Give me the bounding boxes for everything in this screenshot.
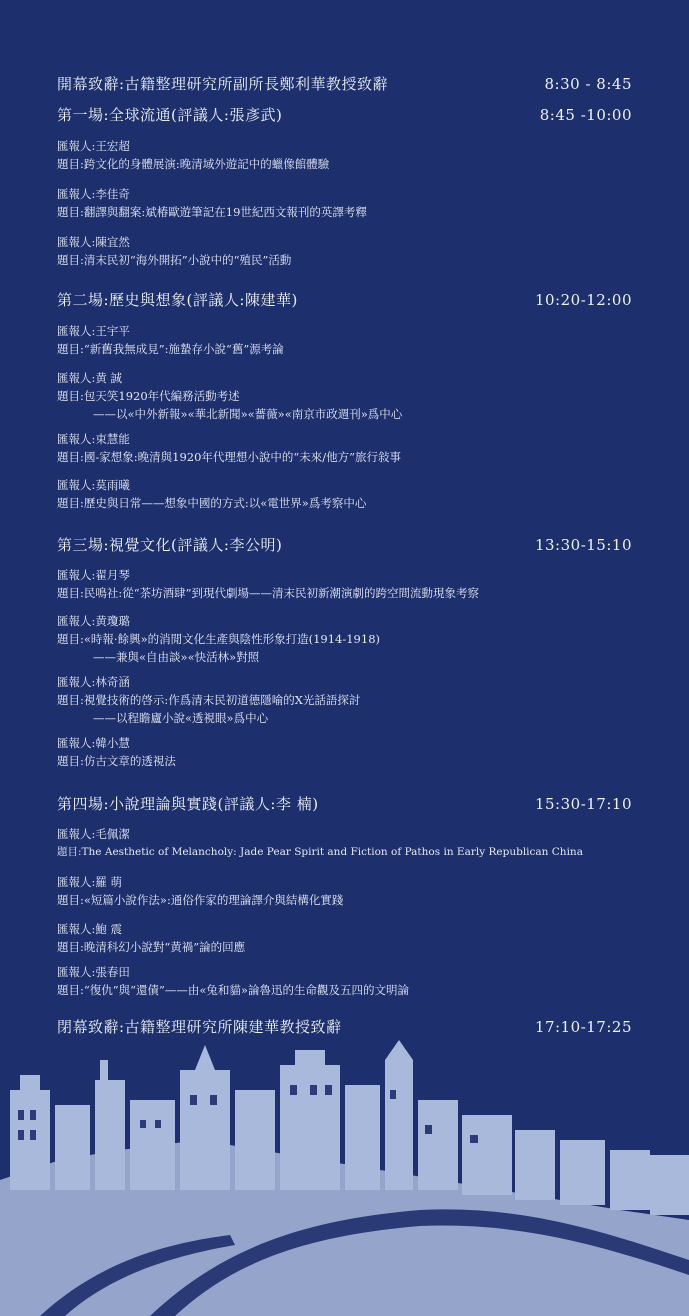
session-title: 第二場:歷史與想象(評議人:陳建華) [57, 291, 298, 309]
presenter: 匯報人:羅 萌 [57, 875, 123, 889]
presenter: 匯報人:莫雨曦 [57, 478, 130, 492]
topic: 題目:晚清科幻小說對“黄禍”論的回應 [57, 940, 246, 954]
topic: 題目:仿古文章的透視法 [57, 754, 176, 768]
session-title: 第三場:視覺文化(評議人:李公明) [57, 536, 283, 554]
topic: 題目:清末民初“海外開拓”小說中的“殖民”活動 [57, 253, 292, 267]
topic: 題目:The Aesthetic of Melancholy: Jade Pear Spirit and Fiction of Pathos in Early Republican China [57, 846, 583, 858]
presenter: 匯報人:翟月琴 [57, 568, 130, 582]
closing-time: 17:10-17:25 [534, 1018, 632, 1036]
presenter: 匯報人:陳宜然 [57, 235, 130, 249]
session-4-heading [57, 793, 632, 814]
presenter: 匯報人:張春田 [57, 965, 130, 979]
session-2-heading [57, 289, 632, 310]
session-time: 13:30-15:10 [534, 536, 632, 554]
presenter: 匯報人:李佳奇 [57, 187, 130, 201]
presenter: 匯報人:毛佩潔 [57, 827, 130, 841]
session-1-heading [57, 104, 632, 125]
topic: 題目:包天笑1920年代編務活動考述 [57, 389, 240, 403]
presenter: 匯報人:黄 誠 [57, 371, 123, 385]
presenter: 匯報人:黄瓊璐 [57, 614, 130, 628]
session-time: 10:20-12:00 [534, 291, 632, 309]
session-title: 第四場:小說理論與實踐(評議人:李 楠) [57, 795, 319, 813]
presenter: 匯報人:王宏超 [57, 139, 130, 153]
presenter: 匯報人:鮑 震 [57, 922, 123, 936]
topic: 題目:視覺技術的啓示:作爲清末民初道德隱喻的X光話語探討 [57, 693, 361, 707]
topic-continuation: ——以程瞻廬小說«透視眼»爲中心 [93, 711, 269, 725]
topic: 題目:“復仇”與“還債”——由«兔和貓»論魯迅的生命觀及五四的文明論 [57, 983, 409, 997]
topic-continuation: ——以«中外新報»«華北新聞»«薔薇»«南京市政週刊»爲中心 [93, 407, 403, 421]
presenter: 匯報人:林奇涵 [57, 675, 130, 689]
presenter: 匯報人:韓小慧 [57, 736, 130, 750]
opening-row [57, 73, 632, 94]
bund-skyline-illustration [0, 1030, 689, 1316]
session-3-heading [57, 534, 632, 555]
session-time: 8:45 -10:00 [539, 106, 632, 124]
presenter: 匯報人:王宇平 [57, 324, 130, 338]
topic: 題目:“新舊我無成見”:施蟄存小說“舊”源考論 [57, 342, 284, 356]
session-title: 第一場:全球流通(評議人:張彥武) [57, 106, 283, 124]
opening-label: 開幕致辭:古籍整理研究所副所長鄭利華教授致辭 [57, 75, 389, 93]
topic: 題目:國-家想象:晚清與1920年代理想小說中的“未來/他方”旅行敍事 [57, 450, 402, 464]
topic-continuation: ——兼與«自由談»«快活林»對照 [93, 650, 260, 664]
topic: 題目:«時報·餘興»的消閒文化生產與陰性形象打造(1914-1918) [57, 632, 380, 646]
topic: 題目:跨文化的身體展演:晚清域外遊記中的蠟像館體驗 [57, 157, 330, 171]
topic: 題目:歷史與日常——想象中國的方式:以«電世界»爲考察中心 [57, 496, 367, 510]
topic: 題目:民鳴社:從“茶坊酒肆”到現代劇場——清末民初新潮演劇的跨空間流動現象考察 [57, 586, 480, 600]
topic: 題目:翻譯與翻案:斌椿歐遊筆記在19世紀西文報刊的英譯考釋 [57, 205, 367, 219]
presenter: 匯報人:束慧能 [57, 432, 130, 446]
topic: 題目:«短篇小說作法»:通俗作家的理論譯介與結構化實踐 [57, 893, 344, 907]
session-time: 15:30-17:10 [534, 795, 632, 813]
opening-time: 8:30 - 8:45 [544, 75, 632, 93]
closing-label: 閉幕致辭:古籍整理研究所陳建華教授致辭 [57, 1018, 342, 1036]
